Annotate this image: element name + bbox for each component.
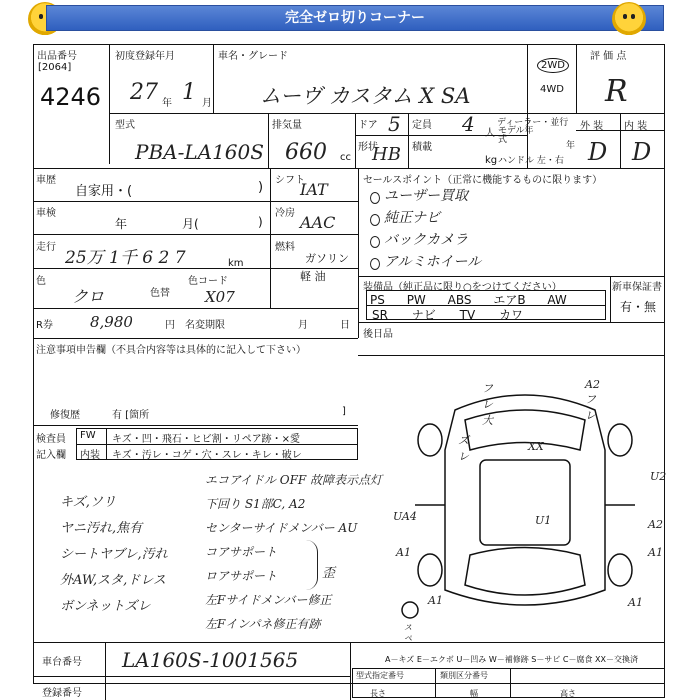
- displacement-label: 排気量: [272, 120, 302, 131]
- repair-label: 修復歴: [50, 410, 80, 421]
- list-item: ボンネットズレ: [60, 599, 151, 614]
- history-value: 自家用・(: [75, 184, 133, 199]
- inspection-label: 車検: [36, 208, 56, 219]
- list-item: 外AW,スタ,ドレス: [60, 573, 166, 588]
- inspector-row-2: キズ・汚レ・コゲ・穴・スレ・キレ・破レ: [112, 450, 302, 461]
- ac-value: AAC: [300, 213, 336, 232]
- drive-2wd: 2WD: [537, 58, 569, 73]
- equipment-row-2: SR ナビ TV カワ: [372, 308, 524, 322]
- car-damage-diagram: [380, 360, 670, 640]
- recycle-value: 8,980: [90, 313, 133, 331]
- fuel-label: 燃料: [275, 242, 295, 253]
- type-label: 型式: [115, 120, 135, 131]
- warranty-label: 新車保証書: [612, 282, 662, 293]
- sales-points-list: [370, 186, 481, 274]
- list-item: センターサイドメンバー AU: [205, 521, 358, 535]
- handle-label: ハンドル 左・右: [498, 156, 564, 166]
- interior-label: 内 装: [624, 121, 648, 132]
- color-value: クロ: [72, 287, 105, 306]
- chassis-value: LA160S-1001565: [122, 648, 299, 672]
- history-label: 車歴: [36, 175, 56, 186]
- capacity-label: 定員: [412, 120, 432, 131]
- equipment-row-1: PS PW ABS エアB AW: [370, 293, 567, 307]
- shift-label: シフト: [275, 175, 305, 186]
- fuel-gasoline: ガソリン: [305, 252, 349, 265]
- capacity-value: 4: [462, 112, 475, 136]
- equipment-label: 装備品（純正品に限り○をつけてください）: [363, 282, 562, 293]
- first-reg-month: 1: [182, 80, 196, 105]
- inspector-label: 検査員: [36, 434, 66, 445]
- notes-label: 注意事項申告欄（不具合内容等は具体的に記入して下さい）: [36, 345, 306, 356]
- dealer-label: ディーラー・並行: [497, 118, 569, 128]
- repair-value: 有 [箇所: [112, 410, 150, 421]
- shift-value: IAT: [300, 180, 328, 199]
- mileage-label: 走行: [36, 242, 56, 253]
- mileage-value: 25万 1千 6 2 7: [65, 248, 186, 268]
- first-reg-label: 初度登録年月: [115, 51, 175, 62]
- recycle-label: R券: [36, 320, 53, 331]
- list-item: シートヤブレ,汚れ: [60, 547, 168, 562]
- list-item: キズ,ソリ: [60, 495, 116, 510]
- middle-notes: [205, 468, 382, 636]
- color-code-label: 色コード: [188, 276, 228, 287]
- door-label: ドア: [358, 120, 378, 131]
- list-item: 下回り S1部C, A2: [205, 497, 306, 511]
- interior-value: D: [632, 138, 652, 166]
- list-item: コアサポート: [205, 545, 278, 559]
- list-item: アルミホイール: [370, 252, 481, 274]
- damage-legend: A－キズ E－エクボ U－凹み W－補修跡 S－サビ C－腐食 XX－交換済: [385, 655, 639, 664]
- load-label: 積載: [412, 142, 432, 153]
- entry-label: 記入欄: [36, 450, 66, 461]
- fuel-light-oil: 軽 油: [300, 270, 326, 283]
- list-item: 左Fサイドメンバー修正: [205, 593, 332, 607]
- grade-value: R: [605, 74, 628, 109]
- list-item: ロアサポート: [205, 569, 278, 583]
- chassis-label: 車台番号: [42, 657, 82, 668]
- warranty-value: 有・無: [620, 300, 657, 314]
- banner: [0, 0, 700, 38]
- bear-mascot-icon: [612, 2, 646, 36]
- list-item: 純正ナビ: [370, 208, 481, 230]
- lot-number: 4246: [40, 83, 102, 111]
- exterior-label: 外 装: [580, 121, 604, 132]
- left-notes: [60, 490, 168, 620]
- color-change-label: 色替: [150, 288, 170, 299]
- model-label: 車名・グレード: [218, 51, 288, 62]
- list-item: バックカメラ: [370, 230, 481, 252]
- color-label: 色: [36, 276, 46, 287]
- shape-value: HB: [372, 144, 401, 165]
- registration-label: 登録番号: [42, 688, 82, 699]
- grade-label: 評 価 点: [590, 51, 627, 62]
- model-value: ムーヴ カスタム X SA: [260, 84, 471, 108]
- list-item: エコアイドル OFF 故障表示点灯: [205, 473, 383, 487]
- exterior-value: D: [588, 138, 608, 166]
- bracket-note: 歪: [322, 566, 336, 581]
- banner-title: 完全ゼロ切りコーナー: [46, 5, 664, 31]
- drive-4wd: 4WD: [540, 84, 564, 95]
- shape-label: 形状: [358, 142, 378, 153]
- color-code-value: X07: [205, 288, 235, 306]
- list-item: ヤニ汚れ,焦有: [60, 521, 143, 536]
- lot-sub: [2064]: [38, 62, 72, 73]
- door-value: 5: [388, 112, 401, 136]
- model-year-label: モデル年式: [498, 126, 534, 145]
- type-value: PBA-LA160S: [135, 140, 264, 164]
- first-reg-value: 27: [130, 80, 158, 105]
- list-item: 左Fインパネ修正有跡: [205, 617, 321, 631]
- ac-label: 冷房: [275, 208, 295, 219]
- list-item: ユーザー買取: [370, 186, 481, 208]
- lot-label: 出品番号: [37, 51, 77, 62]
- displacement-value: 660: [285, 140, 327, 165]
- name-change-label: 名変期限: [185, 320, 225, 331]
- later-items-label: 後日品: [363, 329, 393, 340]
- inspector-row-1: キズ・凹・飛石・ヒビ割・リペア跡・×愛: [112, 434, 300, 445]
- sales-label: セールスポイント（正常に機能するものに限ります）: [363, 175, 603, 186]
